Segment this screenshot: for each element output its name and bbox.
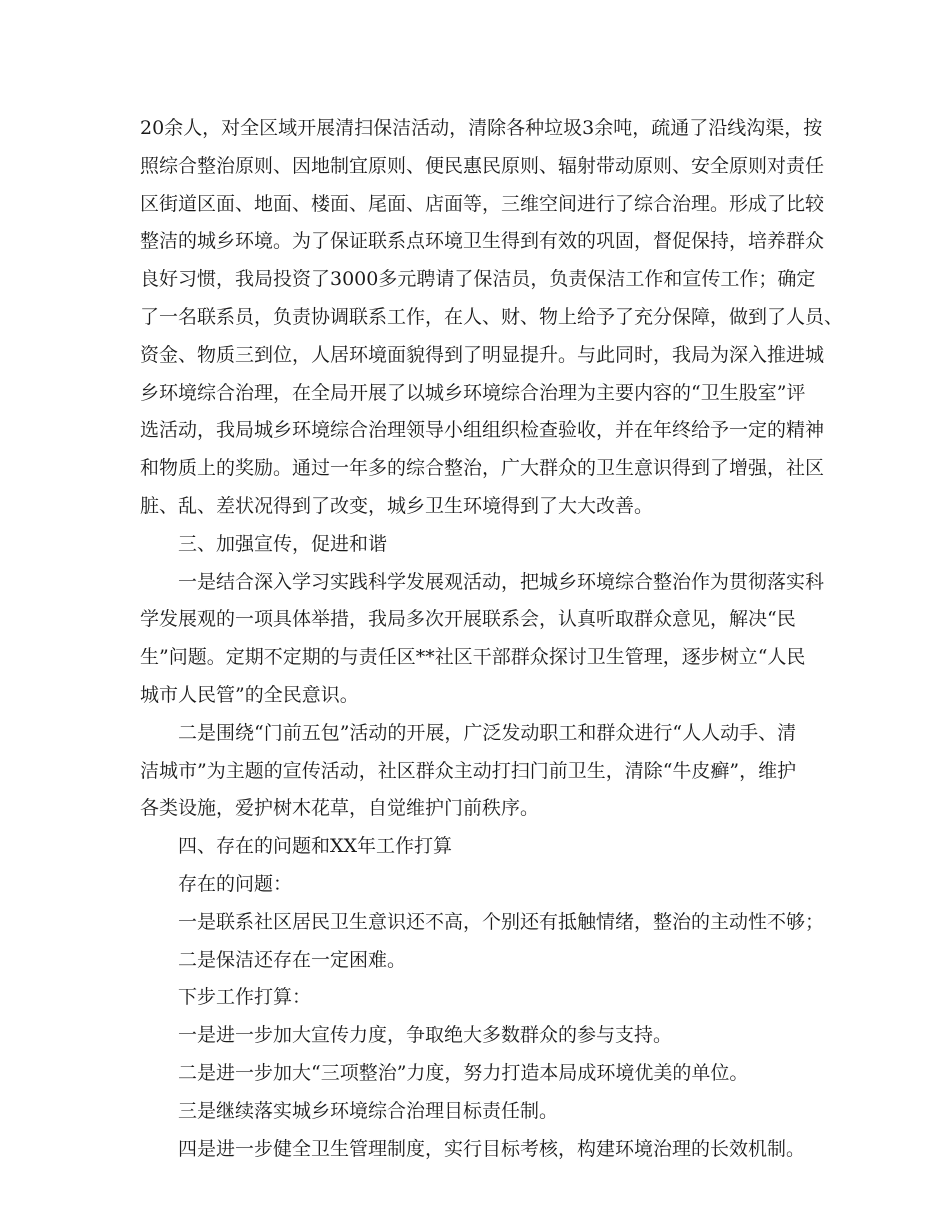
body-line: 20余人，对全区域开展清扫保洁活动，清除各种垃圾3余吨，疏通了沿线沟渠，按 — [140, 117, 823, 139]
body-line: 洁城市”为主题的宣传活动，社区群众主动打扫门前卫生，清除“牛皮癣”，维护 — [140, 759, 797, 782]
document-body — [140, 110, 844, 1168]
body-line: 良好习惯，我局投资了3000多元聘请了保洁员，负责保洁工作和宣传工作；确定 — [140, 268, 816, 291]
paragraph-first-line: 二是围绕“门前五包”活动的开展，广泛发动职工和群众进行“人人动手、清 — [178, 721, 797, 744]
list-item: 一是进一步加大宣传力度，争取绝大多数群众的参与支持。 — [178, 1024, 673, 1047]
body-line: 各类设施，爱护树木花草，自觉维护门前秩序。 — [140, 797, 540, 820]
section-heading: 四、存在的问题和XX年工作打算 — [178, 835, 453, 858]
body-line: 选活动，我局城乡环境综合治理领导小组组织检查验收，并在年终给予一定的精神 — [140, 419, 825, 442]
list-item: 三是继续落实城乡环境综合治理目标责任制。 — [178, 1099, 559, 1122]
list-item: 二是进一步加大“三项整治”力度，努力打造本局成环境优美的单位。 — [178, 1061, 749, 1084]
body-line: 城市人民管”的全民意识。 — [140, 683, 359, 706]
body-line: 资金、物质三到位，人居环境面貌得到了明显提升。与此同时，我局为深入推进城 — [140, 343, 825, 366]
body-line: 了一名联系员，负责协调联系工作，在人、财、物上给予了充分保障，做到了人员、 — [140, 305, 844, 328]
list-item: 二是保洁还存在一定困难。 — [178, 948, 407, 971]
body-line: 脏、乱、差状况得到了改变，城乡卫生环境得到了大大改善。 — [140, 494, 654, 517]
body-line: 和物质上的奖励。通过一年多的综合整治，广大群众的卫生意识得到了增强，社区 — [140, 457, 825, 480]
paragraph-first-line: 一是结合深入学习实践科学发展观活动，把城乡环境综合整治作为贯彻落实科 — [178, 570, 825, 593]
body-line: 整洁的城乡环境。为了保证联系点环境卫生得到有效的巩固，督促保持，培养群众 — [140, 230, 825, 253]
body-line: 乡环境综合治理，在全局开展了以城乡环境综合治理为主要内容的“卫生股室”评 — [140, 381, 806, 404]
subheading: 下步工作打算： — [178, 986, 312, 1009]
body-line: 区街道区面、地面、楼面、尾面、店面等，三维空间进行了综合治理。形成了比较 — [140, 192, 825, 215]
list-item: 四是进一步健全卫生管理制度，实行目标考核，构建环境治理的长效机制。 — [178, 1137, 806, 1160]
body-line: 学发展观的一项具体举措，我局多次开展联系会，认真听取群众意见，解决“民 — [140, 608, 796, 631]
body-line: 照综合整治原则、因地制宜原则、便民惠民原则、辐射带动原则、安全原则对责任 — [140, 154, 825, 177]
body-line: 生”问题。定期不定期的与责任区**社区干部群众探讨卫生管理，逐步树立“人民 — [140, 646, 806, 669]
section-heading: 三、加强宣传，促进和谐 — [178, 532, 388, 555]
subheading: 存在的问题： — [178, 872, 293, 895]
list-item: 一是联系社区居民卫生意识还不高，个别还有抵触情绪，整治的主动性不够； — [178, 910, 825, 933]
